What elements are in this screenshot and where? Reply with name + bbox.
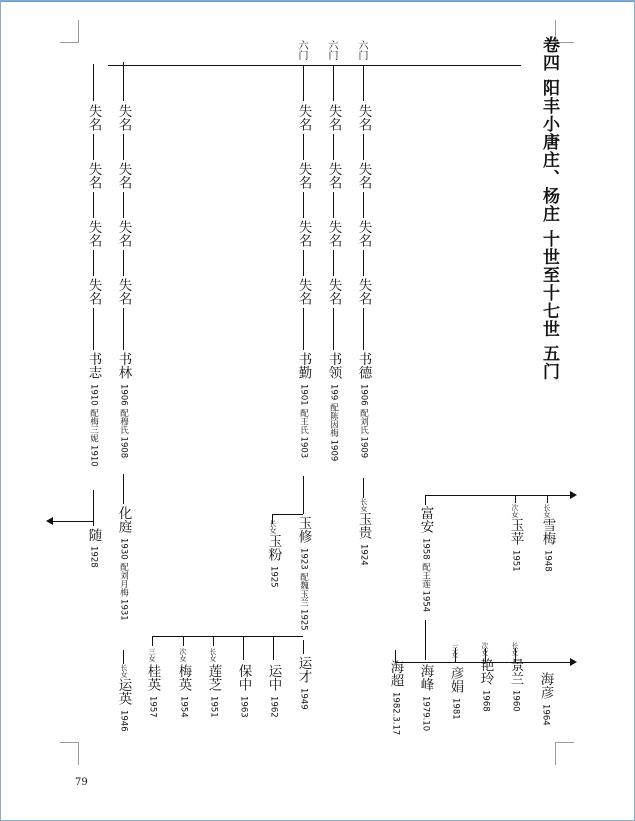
page-title: 卷四 阳丰小唐庄、杨庄 十世至十七世 五门: [539, 36, 559, 381]
person-yugui: 玉贵: [355, 512, 372, 539]
person-yuping-tag: 次女: [511, 504, 519, 518]
lineage-line: [123, 650, 124, 664]
person-unnamed: 失名: [325, 104, 342, 131]
person-unnamed: 失名: [115, 104, 132, 131]
lineage-line: [152, 636, 153, 646]
lineage-line: [93, 64, 94, 101]
person-shude-info: 1906 配刘氏 1909: [358, 384, 369, 459]
person-unnamed: 失名: [295, 162, 312, 189]
crop-mark-top-left: [60, 20, 79, 43]
person-xuemei-tag: 长女: [543, 504, 551, 518]
person-guiying-year: 1957: [147, 696, 158, 718]
branch-line-upper: [425, 495, 570, 496]
person-unnamed: 失名: [85, 104, 102, 131]
lineage-line: [303, 250, 304, 276]
lineage-line: [123, 192, 124, 218]
person-sui-year: 1928: [88, 546, 99, 568]
crop-mark-bottom-left: [60, 742, 79, 765]
person-haifeng: 海峰: [417, 664, 434, 691]
person-yuxiu: 玉修: [295, 516, 312, 543]
lineage-line: [123, 134, 124, 160]
person-unnamed: 失名: [325, 162, 342, 189]
person-shulin: 书林: [115, 352, 132, 379]
person-unnamed: 失名: [355, 162, 372, 189]
lineage-line: [123, 474, 124, 504]
lineage-line: [333, 250, 334, 276]
lineage-line: [363, 134, 364, 160]
person-yunying-year: 1946: [118, 710, 129, 732]
generation-top-line: [108, 65, 521, 66]
lineage-line: [183, 636, 184, 646]
person-yunying-tag: 长女: [120, 664, 128, 678]
lineage-line: [303, 640, 304, 654]
lineage-line: [303, 308, 304, 350]
lineage-line: [303, 476, 304, 514]
person-jinglan: 景兰: [507, 658, 524, 685]
arrow-right-icon: [570, 658, 577, 666]
person-yanjuan-tag: 三女: [451, 644, 459, 658]
person-sui: 随: [85, 528, 102, 542]
lineage-line: [425, 620, 426, 660]
person-xuemei-year: 1948: [542, 550, 553, 572]
person-unnamed: 失名: [355, 278, 372, 305]
person-shuqin: 书勤: [295, 352, 312, 379]
lineage-line: [515, 495, 516, 503]
person-huating: 化庭: [115, 506, 132, 533]
person-yuxiu-info: 1923 配魏玉兰 1925: [298, 548, 309, 631]
lineage-line: [93, 134, 94, 160]
person-unnamed: 失名: [85, 278, 102, 305]
person-shuzhi-info: 1910 配梅三妮 1910: [88, 384, 99, 467]
person-unnamed: 失名: [85, 220, 102, 247]
person-lianzhi: 莲芝: [205, 664, 222, 691]
lineage-line: [123, 308, 124, 350]
lineage-line: [425, 495, 426, 505]
person-meiying: 梅英: [175, 664, 192, 691]
crop-mark-bottom-right: [555, 742, 574, 765]
lineage-line: [93, 192, 94, 218]
person-xuemei: 雪梅: [539, 518, 556, 545]
branch-label: 六门: [296, 40, 307, 60]
lineage-line: [333, 65, 334, 101]
lineage-line: [93, 308, 94, 350]
branch-label: 六门: [326, 40, 337, 60]
lineage-line: [363, 250, 364, 276]
lineage-line: [213, 636, 214, 646]
lineage-line: [363, 478, 364, 498]
person-shulin-info: 1906 配穆氏 1908: [118, 384, 129, 459]
person-yanling-tag: 次女: [481, 642, 489, 656]
person-lianzhi-tag: 长女: [209, 648, 217, 662]
person-yufen-year: 1925: [268, 566, 279, 588]
person-yanjuan-year: 1981: [450, 698, 461, 720]
person-yufen: 玉粉: [265, 534, 282, 561]
lineage-line: [333, 192, 334, 218]
person-unnamed: 失名: [295, 220, 312, 247]
person-yanling-year: 1968: [480, 690, 491, 712]
person-shuling-info: 199 配陈因梅 1909: [328, 384, 339, 462]
lineage-line: [303, 65, 304, 101]
person-meiying-year: 1954: [178, 696, 189, 718]
lineage-line: [303, 134, 304, 160]
person-unnamed: 失名: [325, 220, 342, 247]
person-guiying: 桂英: [144, 664, 161, 691]
person-unnamed: 失名: [355, 104, 372, 131]
branch-out-line: [52, 521, 93, 522]
person-yanjuan: 彦娟: [447, 666, 464, 693]
person-baozhong: 保中: [235, 664, 252, 691]
person-guiying-tag: 三女: [148, 648, 156, 662]
lineage-line: [123, 250, 124, 276]
person-huating-info: 1930 配刘月梅 1931: [118, 538, 129, 621]
person-haifeng-year: 1979.10: [420, 696, 431, 732]
person-fuan: 富安: [417, 506, 434, 533]
lineage-line: [93, 250, 94, 276]
lineage-line: [303, 192, 304, 218]
arrow-right-icon: [570, 491, 577, 499]
person-haiyan-year: 1964: [540, 704, 551, 726]
lineage-line: [333, 308, 334, 350]
page-number: 79: [75, 777, 88, 788]
person-lianzhi-year: 1951: [208, 696, 219, 718]
person-unnamed: 失名: [295, 278, 312, 305]
person-baozhong-year: 1963: [238, 696, 249, 718]
person-unnamed: 失名: [325, 278, 342, 305]
person-yunying: 运英: [115, 678, 132, 705]
lineage-line: [243, 636, 244, 660]
person-unnamed: 失名: [115, 220, 132, 247]
person-unnamed: 失名: [355, 220, 372, 247]
lineage-line: [333, 134, 334, 160]
person-fuan-info: 1958 配王莲 1954: [420, 538, 431, 613]
person-jinglan-year: 1960: [510, 690, 521, 712]
person-jinglan-tag: 长女: [511, 642, 519, 656]
person-yuping: 玉苹: [507, 518, 524, 545]
person-yuncai: 运才: [295, 656, 312, 683]
lineage-line: [363, 65, 364, 101]
person-shuqin-info: 1901 配王氏 1903: [298, 384, 309, 459]
lineage-line: [123, 62, 124, 101]
lineage-line: [93, 490, 94, 526]
person-yugui-tag: 长女: [360, 498, 368, 512]
lineage-line: [363, 308, 364, 350]
person-shuzhi: 书志: [85, 352, 102, 379]
person-unnamed: 失名: [115, 162, 132, 189]
person-shuling: 书领: [325, 352, 342, 379]
person-yuping-year: 1951: [510, 550, 521, 572]
person-meiying-tag: 次女: [179, 648, 187, 662]
lineage-line: [363, 192, 364, 218]
children-bracket: [152, 636, 303, 637]
person-yunzhong-year: 1962: [268, 696, 279, 718]
arrow-left-icon: [46, 517, 53, 525]
person-yugui-year: 1924: [358, 544, 369, 566]
person-haichao-year: 1982.3.17: [390, 692, 401, 736]
lineage-line: [273, 636, 274, 660]
person-yanling: 艳玲: [477, 658, 494, 685]
person-yunzhong: 运中: [265, 664, 282, 691]
person-unnamed: 失名: [115, 278, 132, 305]
person-yuncai-year: 1949: [298, 688, 309, 710]
person-unnamed: 失名: [295, 104, 312, 131]
person-haichao: 海超: [387, 660, 404, 687]
lineage-line: [547, 495, 548, 503]
person-unnamed: 失名: [85, 162, 102, 189]
branch-label: 六门: [356, 40, 367, 60]
person-shude: 书德: [355, 352, 372, 379]
person-haiyan: 海彦: [537, 672, 554, 699]
sibling-bracket: [272, 514, 303, 515]
person-yufen-tag: 长女: [269, 520, 277, 534]
